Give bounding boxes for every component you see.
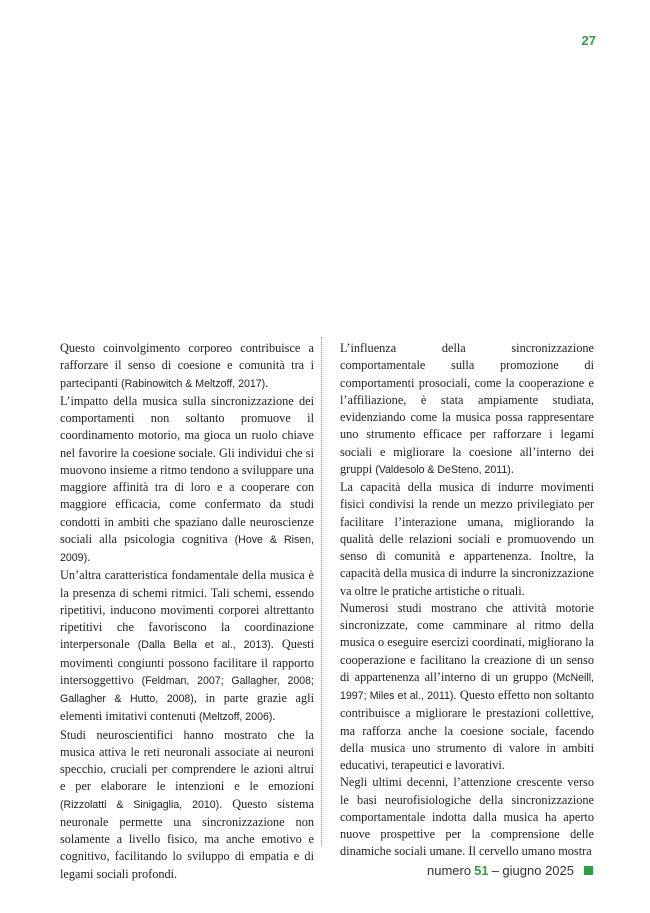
footer-issue-info <box>427 863 593 878</box>
citation: (Rabinowitch & Meltzoff, 2017) <box>121 377 266 390</box>
paragraph-text: Negli ultimi decenni, l’attenzione crescente verso le basi neurofisiologiche della sincronizzazione comportamentale indotta dalla musica ha aperto nuove prospettive per la comprensione delle dinamiche sociali umane. Il cervello umano mostra <box>340 775 594 859</box>
paragraph-text: . Questo sistema neuronale permette una sincronizzazione non solamente a livello fisico, ma anche emotivo e cognitivo, facilitando lo sviluppo di empatia e di legami sociali profondi. <box>60 796 314 881</box>
footer-separator: – <box>491 863 499 878</box>
paragraph-text: . Questi movimenti congiunti possono facilitare il rapporto intersoggettivo <box>60 637 314 687</box>
paragraph <box>60 727 314 883</box>
footer-issue-label: numero <box>427 863 472 878</box>
column-divider <box>321 337 322 845</box>
paragraph <box>60 393 314 568</box>
paragraph-text: . <box>272 709 276 724</box>
paragraph-text: Studi neuroscientifici hanno mostrato che la musica attiva le reti neuronali associate ai neuroni specchio, cruciali per comprendere le azioni altrui e per elaborare le intenzioni e le emozioni <box>60 727 314 794</box>
citation: (Feldman, 2007; Gallagher, 2008; Gallagher & Hutto, 2008) <box>60 674 314 705</box>
paragraph-text: , in parte grazie agli elementi imitativi contenuti <box>60 691 314 724</box>
paragraph <box>340 340 594 479</box>
paragraph-text: Un’altra caratteristica fondamentale della musica è la presenza di schemi ritmici. Tali schemi, essendo ripetitivi, inducono movimenti corporei altrettanto ripetitivi che favoriscono la coordinazione interpersonale <box>60 568 314 652</box>
footer-date: giugno 2025 <box>502 863 574 878</box>
left-text-column <box>60 340 314 883</box>
citation: (Hove & Risen, 2009) <box>60 533 314 564</box>
paragraph-text: . <box>510 461 514 476</box>
paragraph-text: La capacità della musica di indurre movimenti fisici condivisi la rende un mezzo privilegiato per facilitare l’interazione umana, migliorando la qualità delle relazioni sociali e promuovendo un senso di comunità e appartenenza. Inoltre, la capacità della musica di indurre la sincronizzazione va oltre le pratiche artistiche o rituali. <box>340 480 595 598</box>
paragraph <box>340 600 594 775</box>
paragraph-text: . Questo effetto non soltanto contribuisce a migliorare le prestazioni collettive, ma rafforza anche la coesione sociale, facendo della musica uno strumento di valore in ambiti educativi, terapeutici e lavorativi. <box>340 688 594 772</box>
paragraph-text: L’influenza della sincronizzazione comportamentale sulla promozione di comportamenti prosociali, come la cooperazione e l’affiliazione, è stata ampiamente studiata, evidenziando come la musica possa rappresentare uno strumento efficace per rafforzare i legami sociali e migliorare la coesione all’interno dei gruppi <box>340 341 594 476</box>
paragraph <box>60 567 314 726</box>
paragraph-text: Questo coinvolgimento corporeo contribuisce a rafforzare il senso di coesione e comunità tra i partecipanti <box>60 341 314 390</box>
citation: (McNeill, 1997; Miles et al., 2011) <box>340 671 594 702</box>
citation: (Valdesolo & DeSteno, 2011) <box>375 463 511 476</box>
paragraph-text: . <box>87 550 91 564</box>
paragraph-text: . <box>265 375 269 390</box>
paragraph <box>60 340 314 393</box>
paragraph-text: Numerosi studi mostrano che attività motorie sincronizzate, come camminare al ritmo della musica o eseguire esercizi coordinati, migliorano la cooperazione e facilitano la creazione di un senso di appartenenza all’interno di un gruppo <box>340 600 594 684</box>
paragraph <box>340 479 594 600</box>
citation: (Dalla Bella et al., 2013) <box>137 639 271 652</box>
footer-issue-number: 51 <box>474 863 489 878</box>
paragraph-text: L’impatto della musica sulla sincronizzazione dei comportamenti non soltanto promuove il coordinamento motorio, ma gioca un ruolo chiave nel favorire la coesione sociale. Gli individui che si muovono insieme a ritmo tendono a sviluppare una maggiore affinità tra di loro e a cooperare con maggiore efficacia, come confermato da studi condotti in ambiti che spaziano dalle neuroscienze sociali alla psicologia cognitiva <box>60 393 314 546</box>
citation: (Meltzoff, 2006) <box>199 711 273 724</box>
right-text-column <box>340 340 594 861</box>
accent-square-icon <box>584 866 593 875</box>
paragraph <box>340 774 594 860</box>
citation: (Rizzolatti & Sinigaglia, 2010) <box>60 798 220 811</box>
page-number: 27 <box>581 33 596 48</box>
